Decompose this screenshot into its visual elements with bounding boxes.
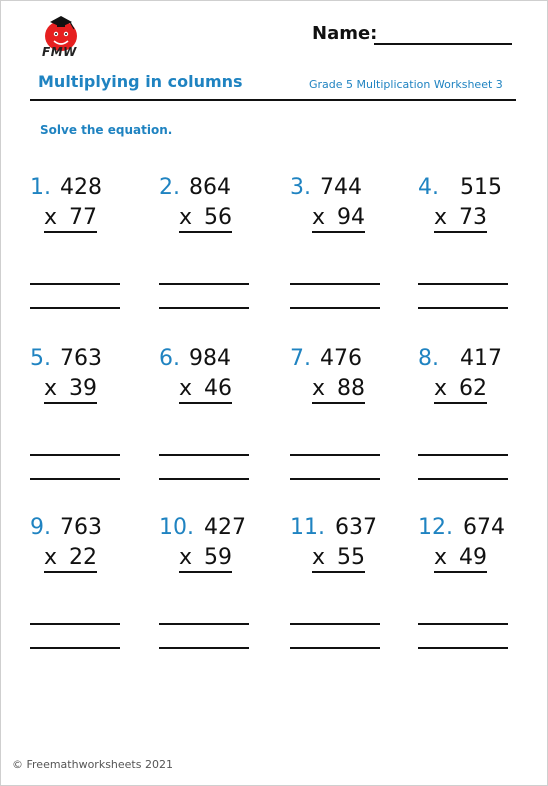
answer-line-1[interactable] xyxy=(30,623,120,625)
problem-number: 4. xyxy=(418,175,439,200)
multiply-sign: x xyxy=(312,376,326,401)
problem-number: 8. xyxy=(418,346,439,371)
multiplicand: 427 xyxy=(204,515,246,540)
problem-number: 5. xyxy=(30,346,51,371)
problem-6 xyxy=(159,346,279,496)
answer-line-1[interactable] xyxy=(418,623,508,625)
problem-7 xyxy=(290,346,410,496)
multiplier: 22 xyxy=(69,545,98,570)
multiplier-row xyxy=(434,545,487,573)
problem-number: 3. xyxy=(290,175,311,200)
multiply-sign: x xyxy=(434,376,448,401)
multiplier-row xyxy=(44,205,97,233)
problem-3 xyxy=(290,175,410,325)
answer-line-2[interactable] xyxy=(290,307,380,309)
worksheet-title: Multiplying in columns xyxy=(38,72,243,91)
multiply-sign: x xyxy=(179,545,193,570)
multiplicand: 476 xyxy=(320,346,362,371)
answer-line-1[interactable] xyxy=(418,283,508,285)
multiply-sign: x xyxy=(434,205,448,230)
multiply-sign: x xyxy=(179,376,193,401)
answer-line-1[interactable] xyxy=(418,454,508,456)
multiplier: 77 xyxy=(69,205,98,230)
multiplicand: 674 xyxy=(463,515,505,540)
answer-line-2[interactable] xyxy=(30,647,120,649)
multiply-sign: x xyxy=(44,205,58,230)
multiplier-row xyxy=(179,205,232,233)
multiplier-row xyxy=(312,545,365,573)
problem-1 xyxy=(30,175,150,325)
multiplier-row xyxy=(179,376,232,404)
multiplicand: 744 xyxy=(320,175,362,200)
problem-number: 1. xyxy=(30,175,51,200)
multiplier: 59 xyxy=(204,545,233,570)
multiplier: 62 xyxy=(459,376,488,401)
problem-number: 2. xyxy=(159,175,180,200)
answer-line-2[interactable] xyxy=(30,307,120,309)
answer-line-2[interactable] xyxy=(418,478,508,480)
answer-line-1[interactable] xyxy=(290,454,380,456)
problem-number: 11. xyxy=(290,515,325,540)
answer-line-1[interactable] xyxy=(30,283,120,285)
multiply-sign: x xyxy=(44,376,58,401)
problem-12 xyxy=(418,515,538,665)
multiplier-row xyxy=(44,545,97,573)
multiplier-row xyxy=(434,376,487,404)
multiplier: 39 xyxy=(69,376,98,401)
multiplier-row xyxy=(312,205,365,233)
multiplier: 55 xyxy=(337,545,366,570)
problem-10 xyxy=(159,515,279,665)
answer-line-1[interactable] xyxy=(159,283,249,285)
header-divider xyxy=(30,99,516,101)
multiplicand: 428 xyxy=(60,175,102,200)
worksheet-subtitle: Grade 5 Multiplication Worksheet 3 xyxy=(309,78,503,91)
multiplier: 56 xyxy=(204,205,233,230)
multiplier-row xyxy=(434,205,487,233)
problem-11 xyxy=(290,515,410,665)
problem-number: 7. xyxy=(290,346,311,371)
multiplicand: 763 xyxy=(60,515,102,540)
instructions: Solve the equation. xyxy=(40,123,173,137)
problem-number: 12. xyxy=(418,515,453,540)
answer-line-2[interactable] xyxy=(30,478,120,480)
answer-line-2[interactable] xyxy=(290,478,380,480)
problem-number: 6. xyxy=(159,346,180,371)
multiplier-row xyxy=(179,545,232,573)
multiply-sign: x xyxy=(179,205,193,230)
problem-8 xyxy=(418,346,538,496)
multiply-sign: x xyxy=(44,545,58,570)
answer-line-1[interactable] xyxy=(159,454,249,456)
problem-number: 9. xyxy=(30,515,51,540)
multiply-sign: x xyxy=(312,545,326,570)
multiplicand: 984 xyxy=(189,346,231,371)
copyright-footer: © Freemathworksheets 2021 xyxy=(12,758,173,771)
answer-line-1[interactable] xyxy=(290,283,380,285)
name-field-line[interactable] xyxy=(374,43,512,45)
problem-2 xyxy=(159,175,279,325)
multiplicand: 763 xyxy=(60,346,102,371)
answer-line-1[interactable] xyxy=(290,623,380,625)
answer-line-2[interactable] xyxy=(159,647,249,649)
answer-line-1[interactable] xyxy=(30,454,120,456)
multiplicand: 417 xyxy=(460,346,502,371)
logo-text: FMW xyxy=(42,45,77,59)
multiplier: 73 xyxy=(459,205,488,230)
multiplier: 88 xyxy=(337,376,366,401)
multiplier-row xyxy=(312,376,365,404)
problem-4 xyxy=(418,175,538,325)
multiply-sign: x xyxy=(434,545,448,570)
multiplier-row xyxy=(44,376,97,404)
multiply-sign: x xyxy=(312,205,326,230)
problem-5 xyxy=(30,346,150,496)
answer-line-2[interactable] xyxy=(418,647,508,649)
multiplier: 46 xyxy=(204,376,233,401)
problem-number: 10. xyxy=(159,515,194,540)
multiplier: 49 xyxy=(459,545,488,570)
multiplicand: 515 xyxy=(460,175,502,200)
answer-line-2[interactable] xyxy=(159,478,249,480)
multiplier: 94 xyxy=(337,205,366,230)
multiplicand: 864 xyxy=(189,175,231,200)
answer-line-2[interactable] xyxy=(290,647,380,649)
name-label: Name: xyxy=(312,23,378,44)
multiplicand: 637 xyxy=(335,515,377,540)
problem-9 xyxy=(30,515,150,665)
answer-line-1[interactable] xyxy=(159,623,249,625)
answer-line-2[interactable] xyxy=(159,307,249,309)
answer-line-2[interactable] xyxy=(418,307,508,309)
